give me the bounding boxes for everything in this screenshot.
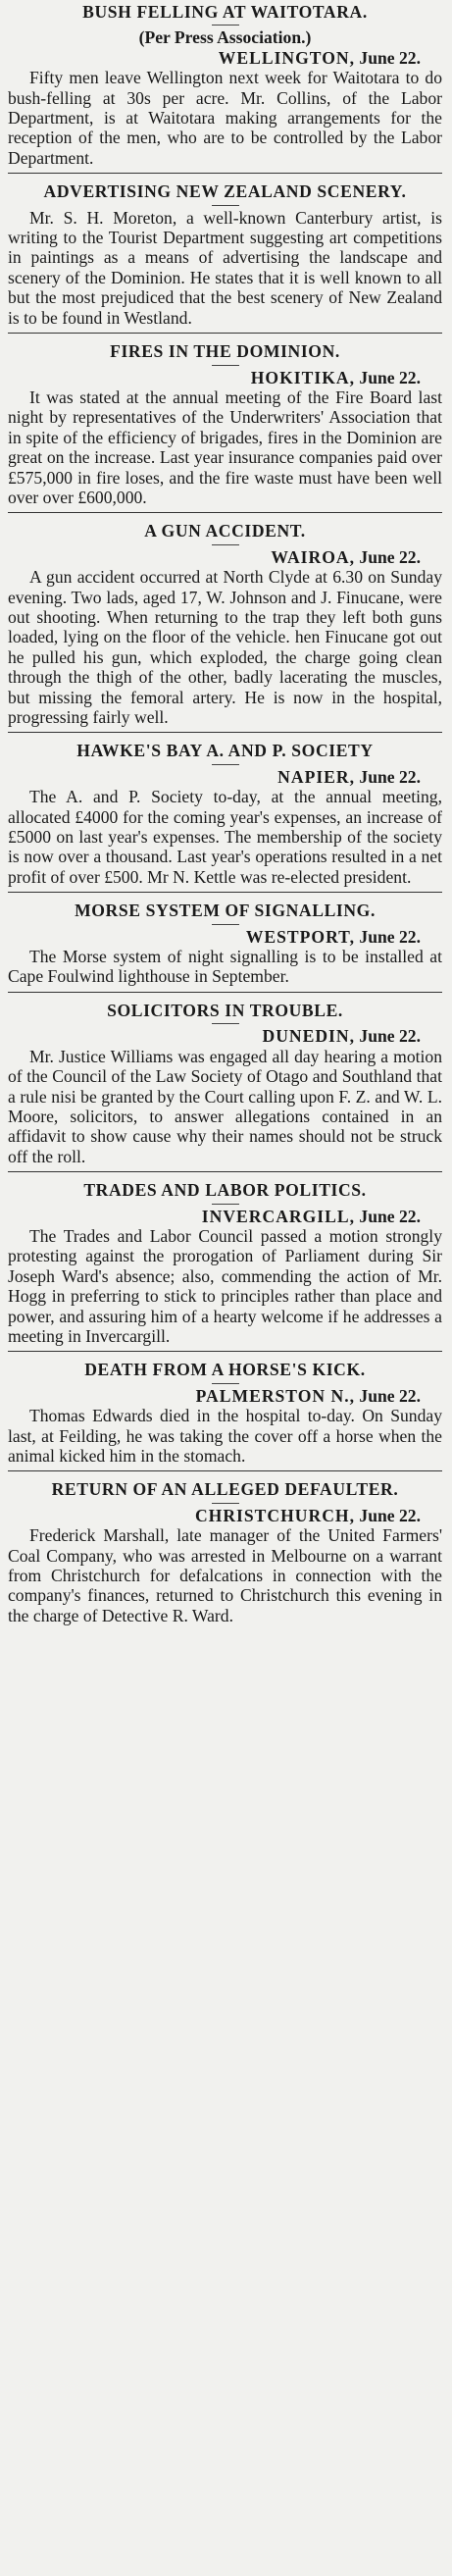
article-fires bbox=[8, 339, 442, 507]
article-separator bbox=[8, 1351, 442, 1352]
article-gun-accident bbox=[8, 519, 442, 727]
dateline-date: June 22. bbox=[359, 367, 421, 387]
dateline-date: June 22. bbox=[359, 1385, 421, 1406]
headline-rule bbox=[212, 544, 239, 545]
article-dateline bbox=[8, 48, 442, 68]
dateline-place: INVERCARGILL, bbox=[201, 1206, 356, 1226]
article-headline: A GUN ACCIDENT. bbox=[144, 521, 306, 541]
dateline-date: June 22. bbox=[359, 47, 421, 68]
article-body: Thomas Edwards died in the hospital to-day. On Sunday last, at Feilding, he was taking the cover off a horse when the animal kicked him in the stomach. bbox=[8, 1406, 442, 1466]
dateline-place: NAPIER, bbox=[277, 766, 356, 787]
article-byline: (Per Press Association.) bbox=[138, 27, 312, 48]
article-alleged-defaulter bbox=[8, 1477, 442, 1625]
dateline-date: June 22. bbox=[359, 1026, 421, 1047]
headline-rule bbox=[212, 1204, 239, 1205]
article-solicitors bbox=[8, 999, 442, 1166]
headline-rule bbox=[212, 1383, 239, 1384]
article-body: It was stated at the annual meeting of the Fire Board last night by representatives of the Underwriters' Association that in spite of the efficiency of brigades, fires in the Dominion are great on the increase. Last year insurance companies paid over £575,000 in fire loses, and the fire waste must have been well over over £600,000. bbox=[8, 386, 442, 507]
article-body: Frederick Marshall, late manager of the United Farmers' Coal Company, who was arrested in Melbourne on a warrant from Christchurch for defalcations in connection with the company's finances, returned to Christchurch this evening in the charge of Detective R. Ward. bbox=[8, 1525, 442, 1625]
article-separator bbox=[8, 512, 442, 513]
dateline-place: WAIROA, bbox=[271, 546, 356, 567]
article-headline: MORSE SYSTEM OF SIGNALLING. bbox=[75, 901, 376, 921]
article-dateline bbox=[8, 767, 442, 787]
article-body: The Morse system of night signalling is to be installed at Cape Foulwind lighthouse in September. bbox=[8, 947, 442, 987]
article-dateline bbox=[8, 1386, 442, 1406]
article-body: A gun accident occurred at North Clyde at 6.30 on Sunday evening. Two lads, aged 17, W. Johnson and J. Finucane, were out shooting. When returning to the trap they left both guns loaded, lying on the floor of the vehicle. hen Finucane got out he pulled his gun, which exploded, the charge going clean through the thigh of the other, badly lacerating the muscles, but missing the femoral artery. He is now in the hospital, progressing fairly well. bbox=[8, 567, 442, 727]
dateline-date: June 22. bbox=[359, 766, 421, 787]
article-separator bbox=[8, 1470, 442, 1471]
article-dateline bbox=[8, 1207, 442, 1226]
article-dateline bbox=[8, 547, 442, 567]
article-body: Mr. S. H. Moreton, a well-known Canterbury artist, is writing to the Tourist Department suggesting art competitions in paintings as a means of advertising the landscape and scenery of the Dominion. He states that it is well known to all but the most prejudiced that the best scenery of New Zealand is to be found in Westland. bbox=[8, 207, 442, 328]
dateline-place: WESTPORT, bbox=[245, 926, 356, 947]
article-dateline bbox=[8, 368, 442, 387]
dateline-place: HOKITIKA, bbox=[250, 367, 356, 387]
headline-rule bbox=[212, 365, 239, 366]
dateline-date: June 22. bbox=[359, 1206, 421, 1226]
headline-rule bbox=[212, 1023, 239, 1024]
article-separator bbox=[8, 1171, 442, 1172]
article-separator bbox=[8, 732, 442, 733]
dateline-date: June 22. bbox=[359, 546, 421, 567]
article-separator bbox=[8, 333, 442, 334]
article-body: The Trades and Labor Council passed a motion strongly protesting against the prorogation of Parliament during Sir Joseph Ward's absence; also, commending the action of Mr. Hogg in preferring to stick to principles rather than place and power, and assuring him of a hearty welcome if he addresses a meeting in Invercargill. bbox=[8, 1225, 442, 1346]
article-bush-felling bbox=[8, 0, 442, 168]
dateline-date: June 22. bbox=[359, 926, 421, 947]
headline-rule bbox=[212, 205, 239, 206]
headline-rule bbox=[212, 924, 239, 925]
dateline-place: DUNEDIN, bbox=[262, 1026, 356, 1047]
article-headline: RETURN OF AN ALLEGED DEFAULTER. bbox=[51, 1479, 399, 1500]
article-headline: TRADES AND LABOR POLITICS. bbox=[83, 1180, 367, 1201]
article-hawkes-bay bbox=[8, 739, 442, 887]
dateline-place: CHRISTCHURCH, bbox=[194, 1505, 356, 1525]
headline-rule bbox=[212, 1503, 239, 1504]
article-body: Fifty men leave Wellington next week for Waitotara to do bush-felling at 30s per acre. Mr. Collins, of the Labor Department, is at Waitotara making arrangements for the reception of the men, who are to be controlled by the Labor Department. bbox=[8, 68, 442, 168]
article-trades-labor bbox=[8, 1178, 442, 1346]
dateline-place: WELLINGTON, bbox=[218, 47, 356, 68]
article-dateline bbox=[8, 1026, 442, 1046]
headline-rule bbox=[212, 764, 239, 765]
article-body: The A. and P. Society to-day, at the annual meeting, allocated £4000 for the coming year's expenses, an increase of £5000 on last year's expenses. The membership of the society is now over a thousand. Last year's operations resulted in a net profit of over £500. Mr N. Kettle was re-elected president. bbox=[8, 787, 442, 887]
article-headline: ADVERTISING NEW ZEALAND SCENERY. bbox=[43, 181, 407, 202]
article-headline: HAWKE'S BAY A. AND P. SOCIETY bbox=[76, 741, 374, 761]
article-headline: DEATH FROM A HORSE'S KICK. bbox=[84, 1360, 366, 1380]
article-headline: SOLICITORS IN TROUBLE. bbox=[107, 1000, 343, 1020]
article-separator bbox=[8, 892, 442, 893]
article-headline: BUSH FELLING AT WAITOTARA. bbox=[82, 2, 368, 22]
article-morse-system bbox=[8, 899, 442, 987]
article-headline: FIRES IN THE DOMINION. bbox=[110, 341, 340, 362]
article-dateline bbox=[8, 927, 442, 947]
article-body: Mr. Justice Williams was engaged all day hearing a motion of the Council of the Law Society of Otago and Southland that a rule nisi be granted by the Court calling upon F. Z. and W. L. Moore, solicitors, to answer allegations contained in an affidavit to show cause why their names should not be struck off the roll. bbox=[8, 1046, 442, 1166]
article-advertising-scenery bbox=[8, 180, 442, 328]
article-dateline bbox=[8, 1506, 442, 1525]
article-separator bbox=[8, 173, 442, 174]
dateline-date: June 22. bbox=[359, 1505, 421, 1525]
headline-rule bbox=[212, 25, 239, 26]
dateline-place: PALMERSTON N., bbox=[195, 1385, 356, 1406]
article-horse-kick bbox=[8, 1358, 442, 1466]
article-separator bbox=[8, 992, 442, 993]
